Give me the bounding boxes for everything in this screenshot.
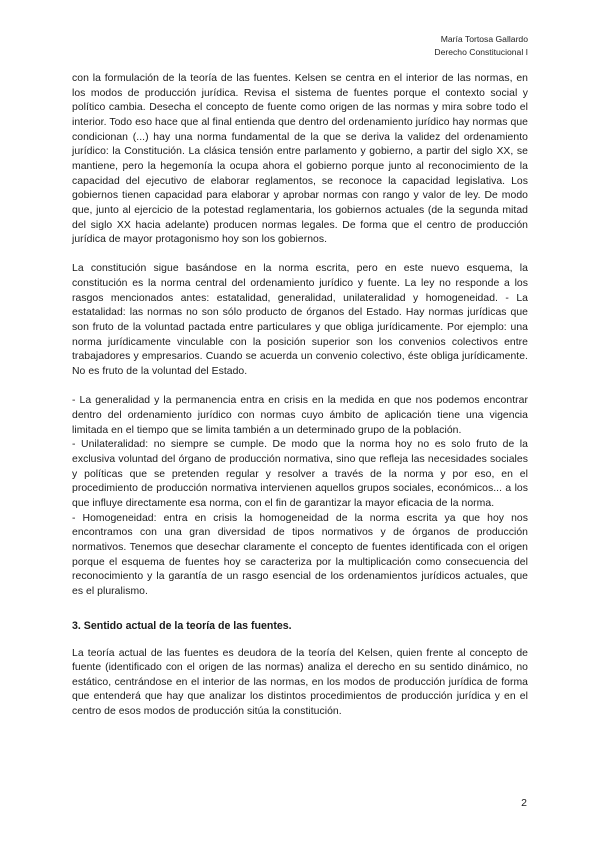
section-heading: 3. Sentido actual de la teoría de las fuentes.	[72, 619, 292, 632]
paragraph-homogeneidad: - Homogeneidad: entra en crisis la homogeneidad de la norma escrita ya que hoy nos encontramos con una gran diversidad de tipos normativos y de órganos de producción normativos. Tenemos que desechar claramente el concepto de fuentes identificada con el origen porque el esquema de fuentes hoy se caracteriza por la multiplicación como consecuencia del reconocimiento y la garantía de un rasgo esencial de los ordenamientos jurídicos actuales, que es el pluralismo.	[72, 512, 528, 597]
page-body	[72, 72, 528, 720]
page-header	[434, 33, 528, 59]
paragraph-teoria-actual: La teoría actual de las fuentes es deudora de la teoría del Kelsen, quien frente al concepto de fuente (identificado con el origen de las normas) analiza el derecho en su sentido dinámico, no estático, centrándose en el interior de las normas, en los modos de producción jurídica de forma que entenderá que hay que analizar los distintos procedimientos de producción jurídica y en el centro de esos modos de producción sitúa la constitución.	[72, 647, 528, 718]
header-course: Derecho Constitucional I	[434, 47, 528, 57]
page-number: 2	[521, 797, 527, 809]
paragraph-generalidad: - La generalidad y la permanencia entra en crisis en la medida en que nos podemos encontrar dentro del ordenamiento jurídico con normas cuyo ámbito de aplicación tiene una vigencia limitada en el tiempo que se limita también a un determinado grupo de la población.	[72, 395, 528, 436]
paragraph-constitucion: La constitución sigue basándose en la norma escrita, pero en este nuevo esquema, la constitución es la norma central del ordenamiento jurídico y fuente. La ley no responde a los rasgos mencionados antes: estatalidad, generalidad, unilateralidad y homogeneidad. - La estatalidad: las normas no son sólo producto de órganos del Estado. Hay normas jurídicas que son fruto de la voluntad pactada entre particulares y que obliga jurídicamente. Por ejemplo: una norma jurídicamente vinculable con la posición superior son los convenios colectivos entre trabajadores y empresarios. Cuando se acuerda un convenio colectivo, éste obliga jurídicamente. No es fruto de la voluntad del Estado.	[72, 263, 528, 378]
paragraph-unilateralidad: - Unilateralidad: no siempre se cumple. De modo que la norma hoy no es solo fruto de la exclusiva voluntad del órgano de producción normativa, sino que refleja las necesidades sociales y políticas que se pretenden regular y resolver a través de la norma y por eso, en el procedimiento de producción normativa intervienen aquellos grupos sociales, económicos... a los que influye directamente esa norma, con el fin de garantizar la mayor eficacia de la norma.	[72, 439, 528, 509]
header-author: María Tortosa Gallardo	[440, 34, 528, 44]
paragraph-kelsen: con la formulación de la teoría de las fuentes. Kelsen se centra en el interior de las normas, en los modos de producción jurídica. Revisa el sistema de fuentes porque el contexto social y político cambia. Desecha el concepto de fuente como origen de las normas y mira sobre todo el interior. Todo eso hace que al final entienda que dentro del ordenamiento jurídico hay normas que condicionan (...) hay una norma fundamental de la que se deriva la validez del ordenamiento jurídico: la Constitución. La clásica tensión entre parlamento y gobierno, a partir del siglo XX, se mantiene, pero la hegemonía la ocupa ahora el gobierno porque junto al reconocimiento de la capacidad del ejecutivo de elaborar reglamentos, se reconoce la capacidad legislativa. Los gobiernos tienen capacidad para elaborar y aprobar normas con rango y valor de ley. De modo que, junto al ejercicio de la potestad reglamentaria, los gobiernos actuales (de la segunda mitad del siglo XX hacia adelante) producen normas legales. De forma que el centro de producción jurídica de mayor protagonismo hoy son los gobiernos.	[72, 73, 528, 246]
